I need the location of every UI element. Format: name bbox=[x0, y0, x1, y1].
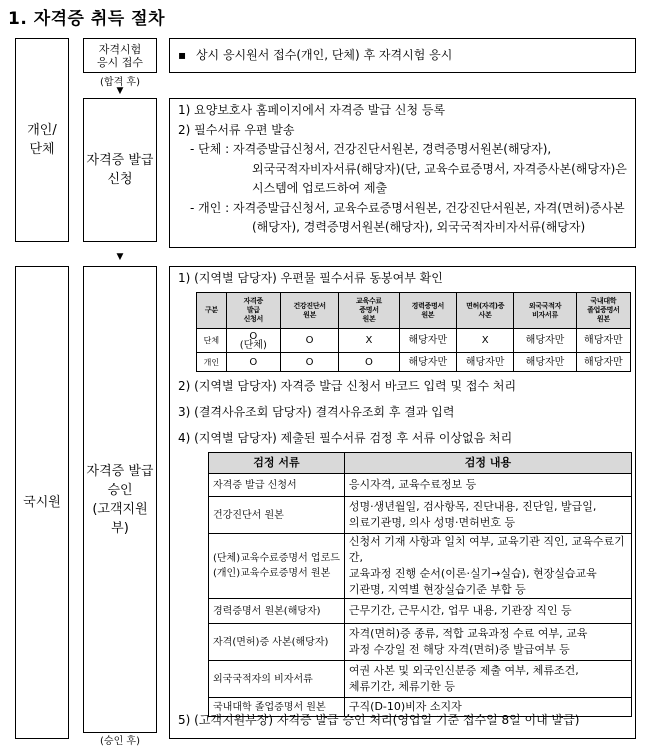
table2-content: 여권 사본 및 외국인신분증 제출 여부, 체류조건, 체류기간, 체류기한 등 bbox=[344, 661, 631, 698]
apply-step-label-line1: 자격증 발급 bbox=[86, 153, 154, 168]
table2-doc: 자격(면허)증 사본(해당자) bbox=[209, 624, 345, 661]
table2-doc: (단체)교육수료증명서 업로드 (개인)교육수료증명서 원본 bbox=[209, 534, 345, 599]
approve-step-label bbox=[83, 266, 157, 733]
table1-cell: 단체 bbox=[197, 329, 227, 353]
exam-step-label-line2: 응시 접수 bbox=[96, 55, 143, 69]
exam-step-text: 상시 응시원서 접수(개인, 단체) 후 자격시험 응시 bbox=[195, 48, 453, 62]
approve-step4: 4) (지역별 담당자) 제출된 필수서류 검정 후 서류 이상없음 처리 bbox=[178, 431, 513, 445]
down-arrow-icon: ▼ bbox=[116, 251, 124, 262]
exam-step-label-line1: 자격시험 bbox=[98, 42, 142, 56]
apply-line: - 단체 : 자격증발급신청서, 건강진단서원본, 경력증명서원본(해당자), bbox=[190, 142, 552, 156]
table1-cell: 해당자만 bbox=[456, 353, 513, 372]
page-title: 1. 자격증 취득 절차 bbox=[8, 9, 165, 29]
table1-cell: X bbox=[456, 329, 513, 353]
table2-content: 자격(면허)증 종류, 적합 교육과정 수료 여부, 교육 과정 수강일 전 해당 자격(면허)증 발급여부 등 bbox=[344, 624, 631, 661]
table2-header: 검정 서류 bbox=[209, 453, 345, 474]
group-label-kuksiwon: 국시원 bbox=[15, 266, 69, 739]
apply-step-label bbox=[83, 98, 157, 242]
table1-cell: 해당자만 bbox=[399, 353, 456, 372]
table1-header: 교육수료 증명서 원본 bbox=[339, 293, 399, 329]
required-docs-table bbox=[196, 292, 631, 372]
table1-cell: O bbox=[280, 353, 338, 372]
apply-line: (해당자), 경력증명서원본(해당자), 외국국적자비자서류(해당자) bbox=[252, 220, 586, 234]
apply-line: 시스템에 업로드하여 제출 bbox=[252, 181, 388, 195]
approve-step-label-line3: (고객지원부) bbox=[92, 501, 148, 536]
approve-step-label-line2: 승인 bbox=[107, 482, 133, 498]
bullet-icon: ▪ bbox=[178, 48, 187, 62]
approve-step5: 5) (고객지원부장) 자격증 발급 승인 처리(영업일 기준 접수일 8일 이내 발급) bbox=[178, 713, 580, 727]
table1-header: 구분 bbox=[197, 293, 227, 329]
exam-step-content bbox=[169, 38, 636, 73]
table2-doc: 외국국적자의 비자서류 bbox=[209, 661, 345, 698]
apply-step-content bbox=[169, 98, 636, 248]
table2-doc: 건강진단서 원본 bbox=[209, 497, 345, 534]
apply-line: 1) 요양보호사 홈페이지에서 자격증 발급 신청 등록 bbox=[178, 103, 446, 117]
table1-header: 자격증 발급 신청서 bbox=[226, 293, 280, 329]
approve-step2: 2) (지역별 담당자) 자격증 발급 신청서 바코드 입력 및 접수 처리 bbox=[178, 379, 517, 393]
table1-cell: O bbox=[280, 329, 338, 353]
table1-header: 국내대학 졸업증명서 원본 bbox=[576, 293, 630, 329]
approve-step1: 1) (지역별 담당자) 우편물 필수서류 동봉여부 확인 bbox=[178, 271, 443, 285]
table1-cell: 해당자만 bbox=[514, 353, 576, 372]
table2-doc: 경력증명서 원본(해당자) bbox=[209, 599, 345, 624]
table1-cell: O bbox=[339, 353, 399, 372]
approve-step3: 3) (결격사유조회 담당자) 결격사유조회 후 결과 입력 bbox=[178, 405, 455, 419]
table1-header: 건강진단서 원본 bbox=[280, 293, 338, 329]
exam-step-label bbox=[83, 38, 157, 73]
apply-line: 외국국적자비자서류(해당자)(단, 교육수료증명서, 자격증사본(해당자)은 bbox=[252, 161, 627, 176]
group-label-individual: 개인/ 단체 bbox=[15, 38, 69, 242]
exam-note: (합격 후) bbox=[100, 76, 140, 88]
table1-header: 경력증명서 원본 bbox=[399, 293, 456, 329]
table1-cell: 해당자만 bbox=[399, 329, 456, 353]
table2-header: 검정 내용 bbox=[344, 453, 631, 474]
table1-cell: O (단체) bbox=[226, 329, 280, 353]
approve-step-label-line1: 자격증 발급 bbox=[86, 463, 154, 479]
table1-cell: 해당자만 bbox=[514, 329, 576, 353]
table1-cell: 개인 bbox=[197, 353, 227, 372]
table2-content: 응시자격, 교육수료정보 등 bbox=[344, 474, 631, 497]
down-arrow-icon: ▼ bbox=[116, 85, 124, 96]
table2-doc: 자격증 발급 신청서 bbox=[209, 474, 345, 497]
verification-table bbox=[208, 452, 632, 717]
table1-cell: 해당자만 bbox=[576, 329, 630, 353]
table2-content: 구직(D-10)비자 소지자 bbox=[344, 698, 631, 717]
table2-doc: 국내대학 졸업증명서 원본 bbox=[209, 698, 345, 717]
apply-step-label-line2: 신청 bbox=[107, 172, 133, 187]
table1-cell: O bbox=[226, 353, 280, 372]
table2-content: 성명·생년월일, 검사항목, 진단내용, 진단일, 발급일, 의료기관명, 의사 성명·면허번호 등 bbox=[344, 497, 631, 534]
apply-line: - 개인 : 자격증발급신청서, 교육수료증명서원본, 건강진단서원본, 자격(면허)증사본 bbox=[190, 200, 625, 215]
approve-note: (승인 후) bbox=[100, 735, 140, 747]
table1-header: 외국국적자 비자서류 bbox=[514, 293, 576, 329]
apply-line: 2) 필수서류 우편 발송 bbox=[178, 122, 295, 137]
table1-cell: 해당자만 bbox=[576, 353, 630, 372]
table2-content: 신청서 기재 사항과 일치 여부, 교육기관 직인, 교육수료기간, 교육과정 진행 순서(이론·실기→실습), 현장실습교육 기관명, 지역별 현장실습기준 부합 등 bbox=[344, 534, 631, 599]
table1-header: 면허(자격)증 사본 bbox=[456, 293, 513, 329]
table2-content: 근무기간, 근무시간, 업무 내용, 기관장 직인 등 bbox=[344, 599, 631, 624]
table1-cell: X bbox=[339, 329, 399, 353]
